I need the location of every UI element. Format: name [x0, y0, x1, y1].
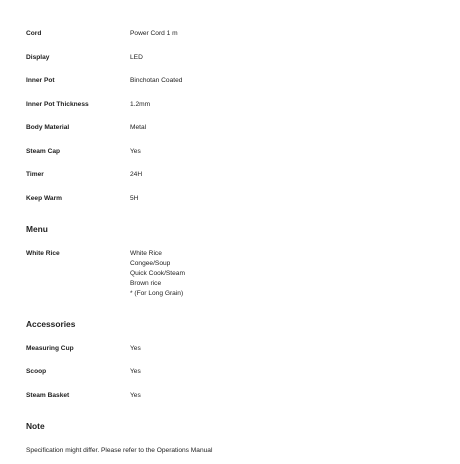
menu-items-list — [130, 249, 185, 299]
note-section-title: Note — [26, 421, 45, 431]
spec-label: Inner Pot — [26, 77, 55, 84]
spec-label: Cord — [26, 30, 42, 37]
spec-label: Inner Pot Thickness — [26, 101, 89, 108]
spec-value: Yes — [130, 148, 141, 155]
accessory-label: Steam Basket — [26, 392, 70, 399]
accessory-value: Yes — [130, 368, 141, 375]
spec-row-inner-pot-thickness — [0, 100, 460, 114]
spec-row-display — [0, 53, 460, 67]
spec-label: Display — [26, 54, 50, 61]
menu-label: White Rice — [26, 250, 60, 257]
spec-row-steam-cap — [0, 147, 460, 161]
spec-value: Binchotan Coated — [130, 77, 183, 84]
accessory-row-measuring-cup — [0, 344, 460, 358]
spec-row-inner-pot — [0, 76, 460, 90]
spec-value: 1.2mm — [130, 101, 151, 108]
menu-item: Quick Cook/Steam — [130, 270, 185, 277]
spec-row-timer — [0, 170, 460, 184]
note-text: Specification might differ. Please refer to the Operations Manual — [26, 447, 213, 454]
spec-label: Timer — [26, 171, 44, 178]
spec-row-body-material — [0, 123, 460, 137]
spec-value: Metal — [130, 124, 147, 131]
accessories-section-title: Accessories — [26, 319, 76, 329]
menu-section-title: Menu — [26, 224, 48, 234]
spec-value: LED — [130, 54, 143, 61]
accessory-label: Scoop — [26, 368, 47, 375]
spec-label: Keep Warm — [26, 195, 63, 202]
menu-row-white-rice — [0, 249, 460, 299]
spec-row-cord — [0, 29, 460, 43]
spec-value: Power Cord 1 m — [130, 30, 178, 37]
spec-label: Body Material — [26, 124, 70, 131]
menu-item: * (For Long Grain) — [130, 290, 184, 297]
spec-label: Steam Cap — [26, 148, 61, 155]
menu-item: White Rice — [130, 250, 162, 257]
spec-value: 5H — [130, 195, 139, 202]
spec-value: 24H — [130, 171, 143, 178]
accessory-value: Yes — [130, 392, 141, 399]
accessory-row-steam-basket — [0, 391, 460, 405]
spec-row-keep-warm — [0, 194, 460, 208]
accessory-row-scoop — [0, 367, 460, 381]
menu-item: Congee/Soup — [130, 260, 171, 267]
accessory-value: Yes — [130, 345, 141, 352]
accessory-label: Measuring Cup — [26, 345, 74, 352]
menu-item: Brown rice — [130, 280, 162, 287]
